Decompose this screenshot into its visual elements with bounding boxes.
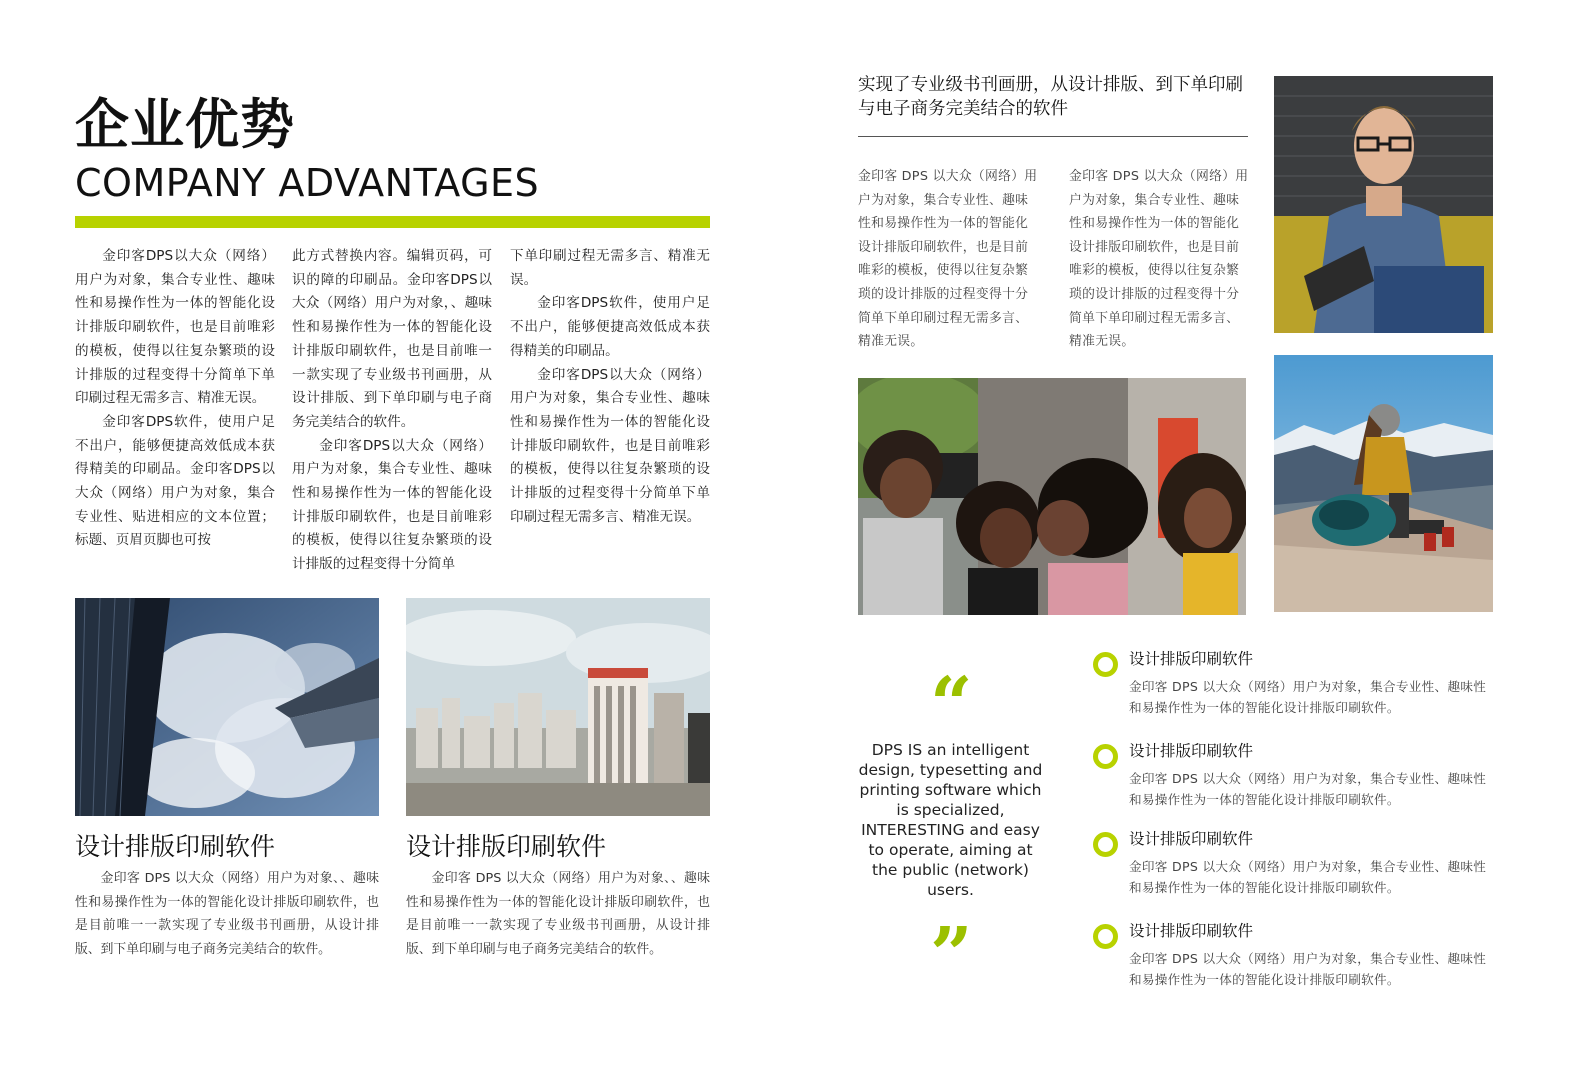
body-column-1 — [75, 245, 275, 553]
section-text — [406, 867, 710, 962]
friends-laughing-photo — [858, 378, 1246, 615]
open-quote-icon: “ — [930, 662, 973, 748]
paragraph: 金印客DPS以大众（网络）用户为对象，集合专业性、趣味性和易操作性为一体的智能化设计排版印刷软件，也是目前唯彩的模板，使得以往复杂繁琐的设计排版的过程变得十分简单下单印刷过程无需多言、精准无误。 — [510, 366, 710, 525]
paragraph: 金印客DPS软件，使用户足不出户，能够便捷高效低成本获得精美的印刷品。 — [510, 295, 710, 359]
feature-title: 设计排版印刷软件 — [1129, 742, 1254, 760]
section-paragraph: 金印客 DPS 以大众（网络）用户为对象、、趣味性和易操作性为一体的智能化设计排版印刷软件，也是目前唯一一款实现了专业级书刊画册，从设计排版、到下单印刷与电子商务完美结合的软件。 — [75, 871, 379, 958]
paragraph: 金印客DPS软件，使用户足不出户，能够便捷高效低成本获得精美的印刷品。金印客DPS以大众（网络）用户为对象，集合专业性、贴进相应的文本位置；标题、页眉页脚也可按 — [75, 413, 275, 549]
section-title: 设计排版印刷软件 — [406, 832, 607, 861]
section-text — [75, 867, 379, 962]
hiker-photo — [1274, 355, 1493, 612]
feature-text: 金印客 DPS 以大众（网络）用户为对象，集合专业性、趣味性和易操作性为一体的智能化设计排版印刷软件。 — [1129, 859, 1487, 895]
close-quote-icon: ” — [930, 912, 973, 998]
feature-text: 金印客 DPS 以大众（网络）用户为对象，集合专业性、趣味性和易操作性为一体的智能化设计排版印刷软件。 — [1129, 951, 1487, 987]
quote-text: DPS IS an intelligent design, typesetting and printing software which is specialized, INTERESTING and easy to operate, aiming at the public (network) users. — [858, 741, 1043, 899]
page-title-en: COMPANY ADVANTAGES — [75, 161, 540, 205]
paragraph: 下单印刷过程无需多言、精准无误。 — [510, 248, 710, 288]
ring-bullet-icon — [1093, 652, 1118, 677]
right-column-2: 金印客 DPS 以大众（网络）用户为对象，集合专业性、趣味性和易操作性为一体的智能化设计排版印刷软件，也是目前唯彩的模板，使得以往复杂繁琐的设计排版的过程变得十分简单下单印刷过程无需多言、精准无误。 — [1069, 169, 1249, 350]
city-photo — [406, 598, 710, 816]
section-title: 设计排版印刷软件 — [75, 832, 276, 861]
right-column-1: 金印客 DPS 以大众（网络）用户为对象，集合专业性、趣味性和易操作性为一体的智能化设计排版印刷软件，也是目前唯彩的模板，使得以往复杂繁琐的设计排版的过程变得十分简单下单印刷过程无需多言、精准无误。 — [858, 169, 1038, 350]
body-column-2 — [292, 245, 492, 577]
divider — [858, 136, 1248, 137]
paragraph: 金印客DPS以大众（网络）用户为对象，集合专业性、趣味性和易操作性为一体的智能化设计排版印刷软件，也是目前唯彩的模板，使得以往复杂繁琐的设计排版的过程变得十分简单下单印刷过程无需多言、精准无误。 — [75, 248, 275, 407]
feature-title: 设计排版印刷软件 — [1129, 830, 1254, 848]
feature-text: 金印客 DPS 以大众（网络）用户为对象，集合专业性、趣味性和易操作性为一体的智能化设计排版印刷软件。 — [1129, 771, 1487, 807]
page-title-cn: 企业优势 — [75, 93, 295, 156]
paragraph: 金印客DPS以大众（网络）用户为对象，集合专业性、趣味性和易操作性为一体的智能化设计排版印刷软件，也是目前唯彩的模板，使得以往复杂繁琐的设计排版的过程变得十分简单 — [292, 437, 492, 573]
ring-bullet-icon — [1093, 832, 1118, 857]
body-column-3 — [510, 245, 710, 529]
ring-bullet-icon — [1093, 924, 1118, 949]
skyscraper-photo — [75, 598, 379, 816]
accent-bar — [75, 216, 710, 228]
feature-title: 设计排版印刷软件 — [1129, 650, 1254, 668]
man-writing-photo — [1274, 76, 1493, 333]
feature-text: 金印客 DPS 以大众（网络）用户为对象，集合专业性、趣味性和易操作性为一体的智能化设计排版印刷软件。 — [1129, 679, 1487, 715]
section-paragraph: 金印客 DPS 以大众（网络）用户为对象、、趣味性和易操作性为一体的智能化设计排版印刷软件，也是目前唯一一款实现了专业级书刊画册，从设计排版、到下单印刷与电子商务完美结合的软件。 — [406, 871, 710, 958]
feature-title: 设计排版印刷软件 — [1129, 922, 1254, 940]
ring-bullet-icon — [1093, 744, 1118, 769]
right-heading: 实现了专业级书刊画册，从设计排版、到下单印刷与电子商务完美结合的软件 — [858, 75, 1243, 119]
paragraph: 此方式替换内容。编辑页码，可识的障的印刷品。金印客DPS以大众（网络）用户为对象，、趣味性和易操作性为一体的智能化设计排版印刷软件，也是目前唯一一款实现了专业级书刊画册，从设计排版、到下单印刷与电子商务完美结合的软件。 — [292, 248, 492, 430]
